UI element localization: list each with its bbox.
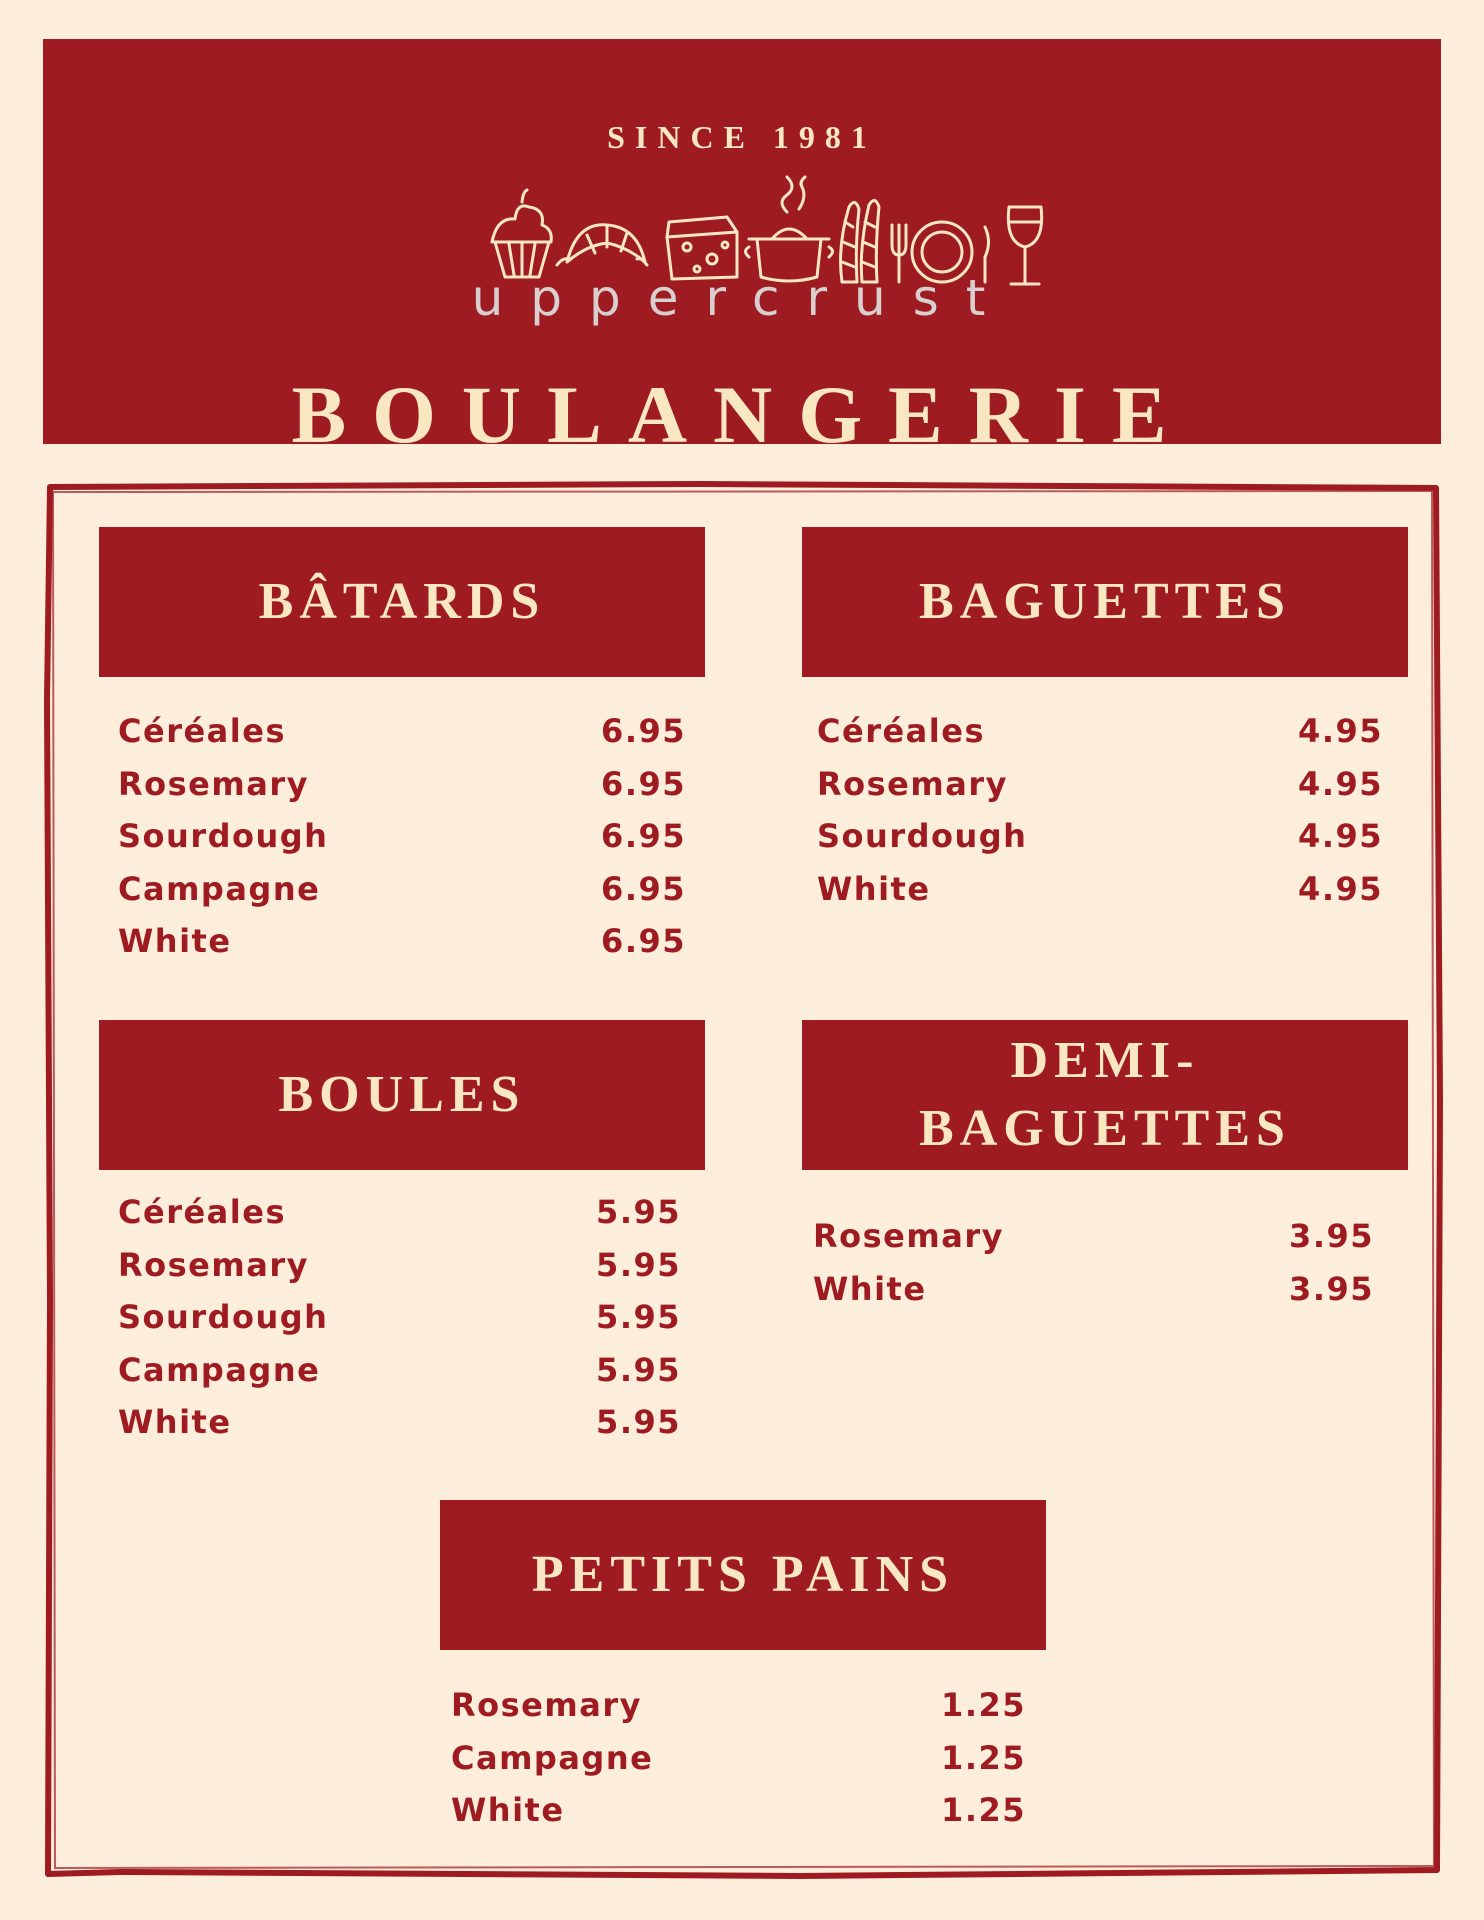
list-item	[118, 765, 686, 818]
item-price: 6.95	[601, 817, 686, 855]
item-name: Sourdough	[118, 1298, 329, 1336]
section-title-demi-baguettes	[919, 1027, 1291, 1162]
items-batards	[118, 712, 686, 975]
section-header-boules	[99, 1020, 705, 1170]
item-name: Rosemary	[118, 1245, 309, 1284]
item-name: White	[817, 869, 931, 908]
item-name: White	[118, 1403, 232, 1441]
item-price: 6.95	[601, 712, 686, 750]
item-name: Campagne	[118, 869, 321, 908]
list-item	[817, 817, 1383, 870]
croissant-icon	[557, 225, 647, 265]
item-price: 5.95	[596, 1350, 681, 1389]
section-header-batards	[99, 527, 705, 677]
list-item	[118, 870, 686, 923]
section-title-boules: BOULES	[278, 1066, 526, 1124]
list-item	[451, 1686, 1026, 1739]
item-price: 5.95	[596, 1193, 681, 1231]
item-price: 1.25	[941, 1686, 1026, 1724]
item-price: 3.95	[1289, 1269, 1374, 1308]
cupcake-icon	[492, 190, 551, 277]
item-price: 4.95	[1298, 712, 1383, 750]
list-item	[118, 1351, 681, 1404]
item-name: White	[118, 922, 232, 960]
section-header-demi-baguettes	[802, 1020, 1408, 1170]
item-price: 1.25	[941, 1791, 1026, 1829]
item-name: Campagne	[118, 1350, 321, 1389]
section-title-line2: BAGUETTES	[919, 1100, 1291, 1157]
brand-name: uppercrust	[471, 269, 1013, 327]
items-baguettes	[817, 712, 1383, 922]
item-name: Campagne	[451, 1738, 654, 1777]
list-item	[118, 1403, 681, 1456]
list-item	[813, 1217, 1374, 1270]
menu-header	[43, 39, 1441, 460]
item-price: 4.95	[1298, 817, 1383, 855]
list-item	[118, 1193, 681, 1246]
list-item	[813, 1270, 1374, 1323]
list-item	[118, 1246, 681, 1299]
since-label: SINCE 1981	[607, 119, 877, 155]
section-title-line1: DEMI-	[1010, 1032, 1200, 1090]
item-name: Rosemary	[451, 1686, 642, 1724]
list-item	[451, 1791, 1026, 1844]
item-price: 5.95	[596, 1245, 681, 1284]
item-name: Céréales	[118, 712, 286, 750]
item-name: Sourdough	[817, 817, 1028, 855]
list-item	[118, 712, 686, 765]
section-header-petits-pains	[440, 1500, 1046, 1650]
item-name: White	[813, 1269, 927, 1308]
list-item	[817, 870, 1383, 923]
list-item	[817, 765, 1383, 818]
page-title: BOULANGERIE	[291, 369, 1193, 460]
item-name: Rosemary	[813, 1217, 1004, 1255]
list-item	[118, 1298, 681, 1351]
item-price: 4.95	[1298, 869, 1383, 908]
section-header-baguettes	[802, 527, 1408, 677]
section-title-petits-pains: PETITS PAINS	[531, 1546, 955, 1604]
section-title-batards: BÂTARDS	[258, 573, 546, 631]
list-item	[451, 1739, 1026, 1792]
item-price: 6.95	[601, 869, 686, 908]
item-name: White	[451, 1791, 565, 1829]
list-item	[817, 712, 1383, 765]
item-price: 6.95	[601, 764, 686, 803]
item-name: Céréales	[817, 712, 985, 750]
item-price: 1.25	[941, 1738, 1026, 1777]
pot-icon	[746, 177, 833, 281]
list-item	[118, 922, 686, 975]
items-boules	[118, 1193, 681, 1456]
item-name: Sourdough	[118, 817, 329, 855]
item-name: Rosemary	[817, 764, 1008, 803]
items-petits-pains	[451, 1686, 1026, 1844]
list-item	[118, 817, 686, 870]
item-price: 5.95	[596, 1298, 681, 1336]
items-demi-baguettes	[813, 1217, 1374, 1322]
item-price: 4.95	[1298, 764, 1383, 803]
item-name: Rosemary	[118, 764, 309, 803]
item-price: 5.95	[596, 1403, 681, 1441]
item-name: Céréales	[118, 1193, 286, 1231]
item-price: 3.95	[1289, 1217, 1374, 1255]
item-price: 6.95	[601, 922, 686, 960]
section-title-baguettes: BAGUETTES	[919, 573, 1291, 631]
